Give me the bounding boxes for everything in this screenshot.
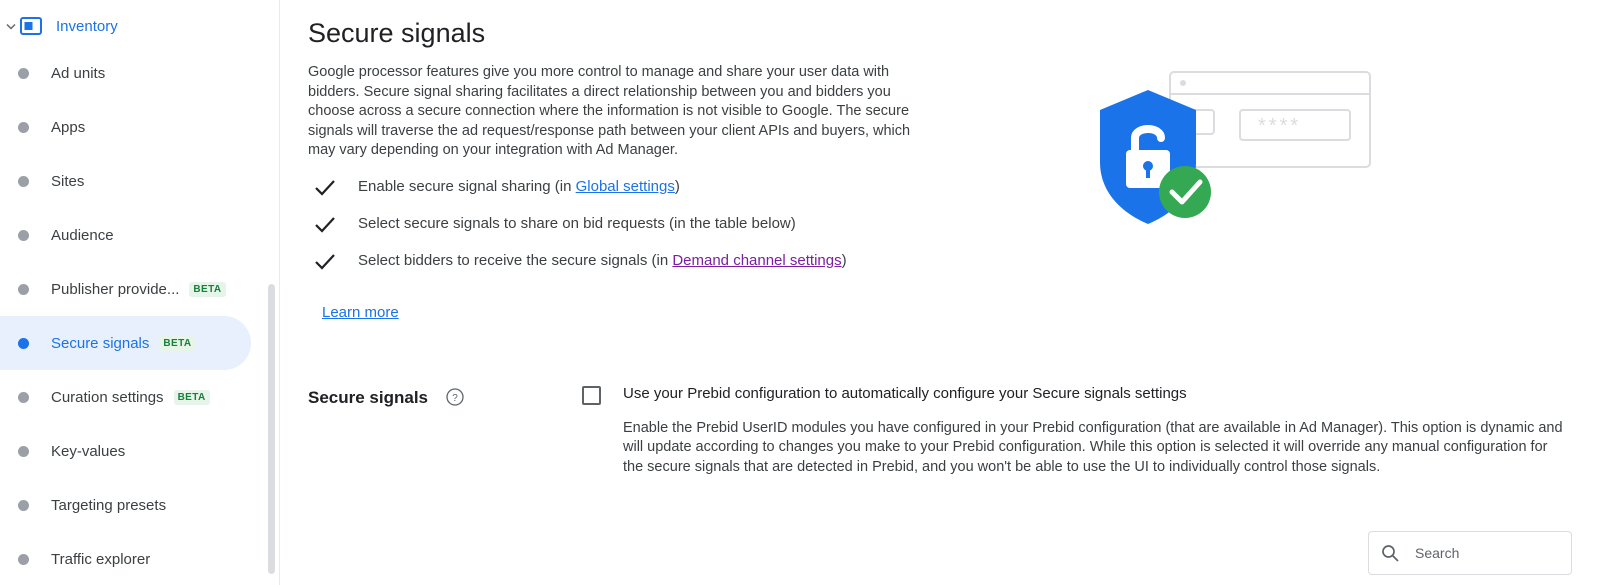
step-row [312, 251, 1572, 273]
bullet-icon [18, 446, 29, 457]
inventory-icon [20, 15, 42, 37]
section-body [558, 384, 1572, 478]
bullet-icon [18, 392, 29, 403]
sidebar-item-apps[interactable] [0, 100, 279, 154]
svg-text:?: ? [452, 392, 458, 404]
sidebar-item-label: Publisher provide... [51, 280, 180, 298]
prebid-config-checkbox-label: Use your Prebid configuration to automatically configure your Secure signals settings [623, 384, 1187, 402]
sidebar [0, 0, 280, 585]
bullet-icon [18, 68, 29, 79]
beta-badge: BETA [159, 336, 195, 351]
sidebar-item-targeting-presets[interactable] [0, 478, 279, 532]
bullet-icon [18, 284, 29, 295]
step-text: Select secure signals to share on bid requests (in the table below) [358, 214, 796, 232]
intro-paragraph: Google processor features give you more control to manage and share your user data with bidders. Secure signal sharing facilitates a direct relationship between you and bidders you choose across a secure connection where the information is not visible to Google. The secure signals will traverse the ad request/response path between your client APIs and buyers, which may vary depending on your integration with Ad Manager. [308, 64, 911, 158]
bullet-icon [18, 500, 29, 511]
global-settings-link[interactable]: Global settings [575, 177, 675, 195]
caret-down-icon[interactable] [4, 19, 18, 33]
prebid-config-checkbox-row[interactable] [582, 384, 1572, 405]
page-title: Secure signals [308, 18, 486, 48]
sidebar-item-label: Targeting presets [51, 496, 167, 514]
search-box[interactable] [1368, 531, 1572, 575]
bullet-icon [18, 338, 29, 349]
demand-channel-settings-link[interactable]: Demand channel settings [672, 251, 842, 269]
sidebar-item-label: Ad units [51, 64, 106, 82]
sidebar-item-label: Sites [51, 172, 85, 190]
sidebar-item-label: Secure signals [51, 334, 150, 352]
bullet-icon [18, 122, 29, 133]
sidebar-item-label: Curation settings [51, 388, 164, 406]
step-text-post: ) [674, 177, 680, 195]
check-icon [312, 251, 338, 273]
sidebar-item-label: Key-values [51, 442, 126, 460]
sidebar-item-key-values[interactable] [0, 424, 279, 478]
sidebar-item-ad-units[interactable] [0, 46, 279, 100]
sidebar-item-label: Apps [51, 118, 86, 136]
step-text [358, 251, 847, 271]
bullet-icon [18, 176, 29, 187]
check-icon [312, 214, 338, 236]
svg-text:****: **** [1258, 115, 1302, 137]
sidebar-scrollbar[interactable] [268, 284, 275, 574]
search-icon [1381, 544, 1399, 562]
beta-badge: BETA [189, 282, 225, 297]
beta-badge: BETA [174, 390, 210, 405]
step-text-post: ) [841, 251, 847, 269]
sidebar-header-label: Inventory [56, 17, 118, 35]
sidebar-item-audience[interactable] [0, 208, 279, 262]
section-label-col [308, 384, 558, 478]
section-title: Secure signals [308, 387, 429, 407]
secure-signals-section [308, 384, 1572, 478]
search-input[interactable] [1413, 544, 1559, 562]
bullet-icon [18, 230, 29, 241]
sidebar-item-secure-signals[interactable] [0, 316, 251, 370]
sidebar-item-label: Traffic explorer [51, 550, 151, 568]
step-text-pre: Select bidders to receive the secure signals (in [358, 251, 673, 269]
learn-more-link[interactable]: Learn more [322, 303, 399, 321]
step-text-pre: Enable secure signal sharing (in [358, 177, 576, 195]
sidebar-item-traffic-explorer[interactable] [0, 532, 279, 585]
prebid-config-description: Enable the Prebid UserID modules you have configured in your Prebid configuration (that are available in Ad Manager). This option is dynamic and will update according to changes you make to your Prebid configuration. While this option is selected it will override any manual configuration for the secure signals that are detected in Prebid, and you won't be able to use the UI to individually control those signals. [623, 419, 1563, 475]
prebid-config-checkbox[interactable] [582, 386, 601, 405]
step-text [358, 177, 680, 197]
sidebar-header[interactable] [0, 6, 279, 46]
main-content [280, 0, 1600, 585]
sidebar-item-publisher-provided[interactable] [0, 262, 279, 316]
help-icon[interactable] [446, 388, 464, 406]
secure-signals-illustration [1090, 62, 1390, 252]
check-icon [312, 177, 338, 199]
sidebar-item-curation-settings[interactable] [0, 370, 279, 424]
sidebar-item-label: Audience [51, 226, 114, 244]
sidebar-item-sites[interactable] [0, 154, 279, 208]
bullet-icon [18, 554, 29, 565]
